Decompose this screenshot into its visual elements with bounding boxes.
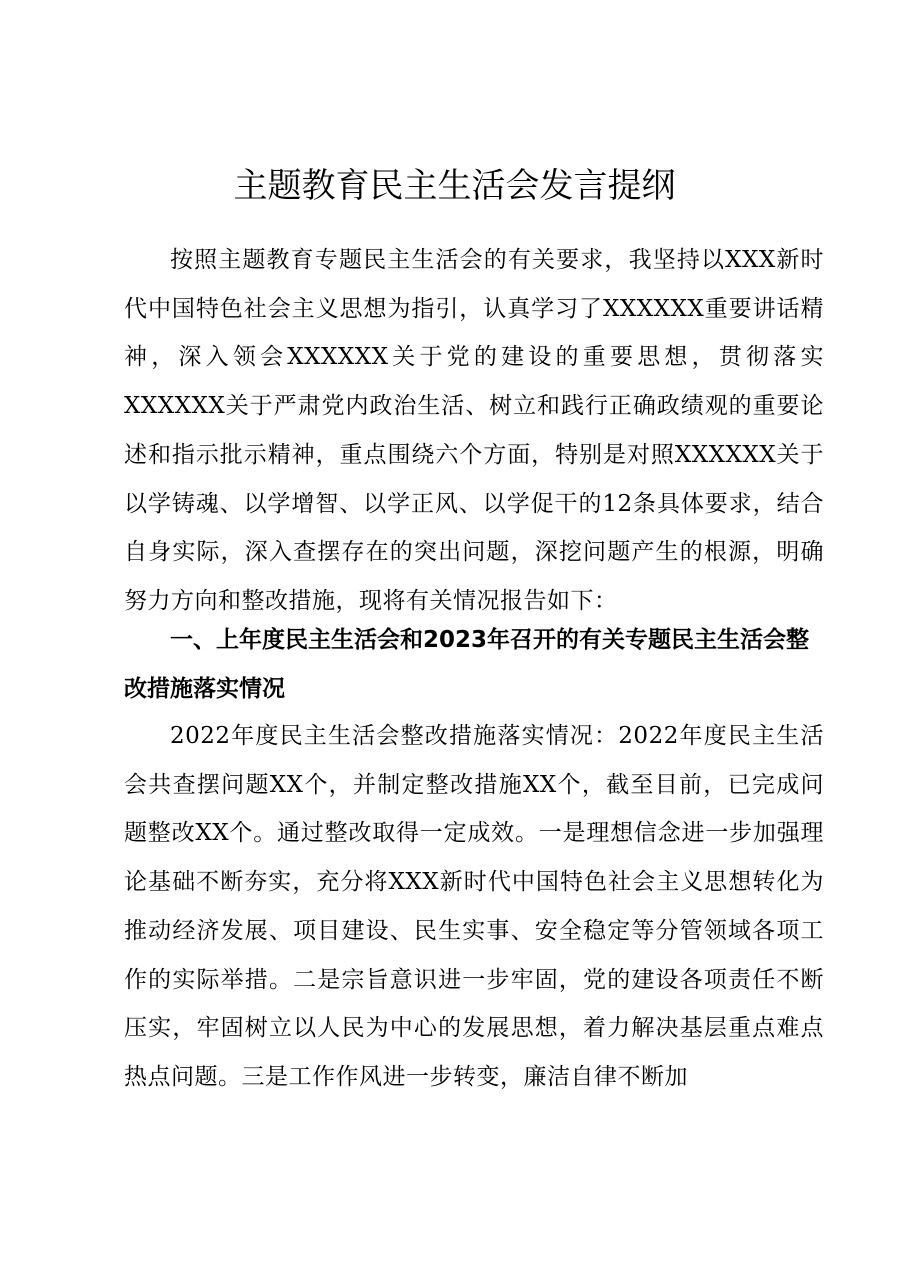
- section-heading: 一、上年度民主生活会和2023年召开的有关专题民主生活会整改措施落实情况: [124, 627, 810, 702]
- section-paragraph: 2022年度民主生活会整改措施落实情况：2022年度民主生活会共查摆问题XX个，并制定整改措施XX个，截至目前，已完成问题整改XX个。通过整改取得一定成效。一是理想信念进一步加强理论基础不断夯实，充分将XXX新时代中国特色社会主义思想转化为推动经济发展、项目建设、民生实事、安全稳定等分管领域各项工作的实际举措。二是宗旨意识进一步牢固，党的建设各项责任不断压实，牢固树立以人民为中心的发展思想，着力解决基层重点难点热点问题。三是工作作风进一步转变，廉洁自律不断加: [124, 723, 824, 1090]
- document-title: 主题教育民主生活会发言提纲: [233, 166, 676, 206]
- intro-paragraph: 按照主题教育专题民主生活会的有关要求，我坚持以XXX新时代中国特色社会主义思想为指引，认真学习了XXXXXX重要讲话精神，深入领会XXXXXX关于党的建设的重要思想，贯彻落实XXXXXX关于严肃党内政治生活、树立和践行正确政绩观的重要论述和指示批示精神，重点围绕六个方面，特别是对照XXXXXX关于以学铸魂、以学增智、以学正风、以学促干的12条具体要求，结合自身实际，深入查摆存在的突出问题，深挖问题产生的根源，明确努力方向和整改措施，现将有关情况报告如下：: [124, 247, 824, 614]
